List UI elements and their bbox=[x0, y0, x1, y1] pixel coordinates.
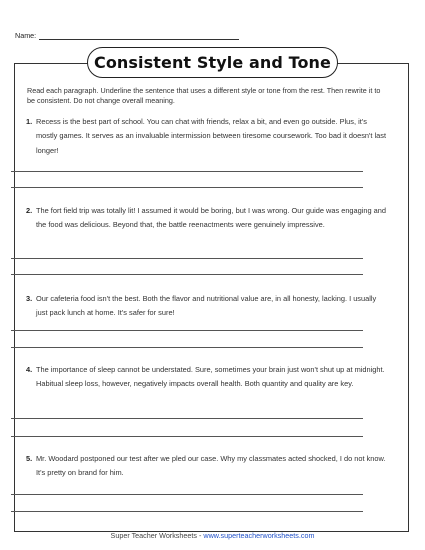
answer-line[interactable] bbox=[11, 418, 363, 419]
answer-line[interactable] bbox=[11, 511, 363, 512]
footer-link[interactable]: www.superteacherworksheets.com bbox=[203, 531, 315, 540]
answer-line[interactable] bbox=[11, 436, 363, 437]
footer-separator: - bbox=[196, 531, 204, 540]
question-paragraph: The importance of sleep cannot be understated. Sure, sometimes your brain just won't shut up at midnight. Habitual sleep loss, however, negatively impacts overall health. Both quantity and quality are key. bbox=[36, 365, 385, 389]
answer-line[interactable] bbox=[11, 494, 363, 495]
question-paragraph: Mr. Woodard postponed our test after we pled our case. Why my classmates acted shocked, I do not know. It's pretty on brand for him. bbox=[36, 454, 386, 478]
question-number: 2. bbox=[26, 206, 33, 215]
question-number: 4. bbox=[26, 365, 33, 374]
answer-line[interactable] bbox=[11, 274, 363, 275]
question-paragraph: Recess is the best part of school. You can chat with friends, relax a bit, and even go outside. Plus, it's mostly games. It serves as an invaluable intermission between tiresome coursework. Too bad it doesn't last longer! bbox=[36, 117, 387, 155]
answer-line[interactable] bbox=[11, 330, 363, 331]
instructions: Read each paragraph. Underline the sentence that uses a different style or tone from the rest. Then rewrite it to be consistent. Do not change overall meaning. bbox=[27, 86, 381, 105]
answer-line[interactable] bbox=[11, 347, 363, 348]
question-number: 3. bbox=[26, 294, 33, 303]
name-field bbox=[15, 31, 239, 40]
page-title-text: Consistent Style and Tone bbox=[93, 53, 331, 72]
answer-line[interactable] bbox=[11, 258, 363, 259]
answer-line[interactable] bbox=[11, 187, 363, 188]
question-number: 5. bbox=[26, 454, 33, 463]
question-paragraph: The fort field trip was totally lit! I assumed it would be boring, but I was wrong. Our guide was engaging and the food was delicious. Beyond that, the battle reenactments were genuinely impressive. bbox=[36, 206, 387, 230]
answer-line[interactable] bbox=[11, 171, 363, 172]
question-paragraph: Our cafeteria food isn't the best. Both the flavor and nutritional value are, in all honesty, lacking. I usually just pack lunch at home. It's safer for sure! bbox=[36, 294, 377, 318]
footer bbox=[0, 531, 425, 540]
question-number: 1. bbox=[26, 117, 33, 126]
name-label: Name: bbox=[15, 31, 37, 40]
footer-brand: Super Teacher Worksheets bbox=[110, 531, 197, 540]
name-input-line[interactable] bbox=[39, 32, 239, 40]
page-title bbox=[87, 47, 338, 78]
